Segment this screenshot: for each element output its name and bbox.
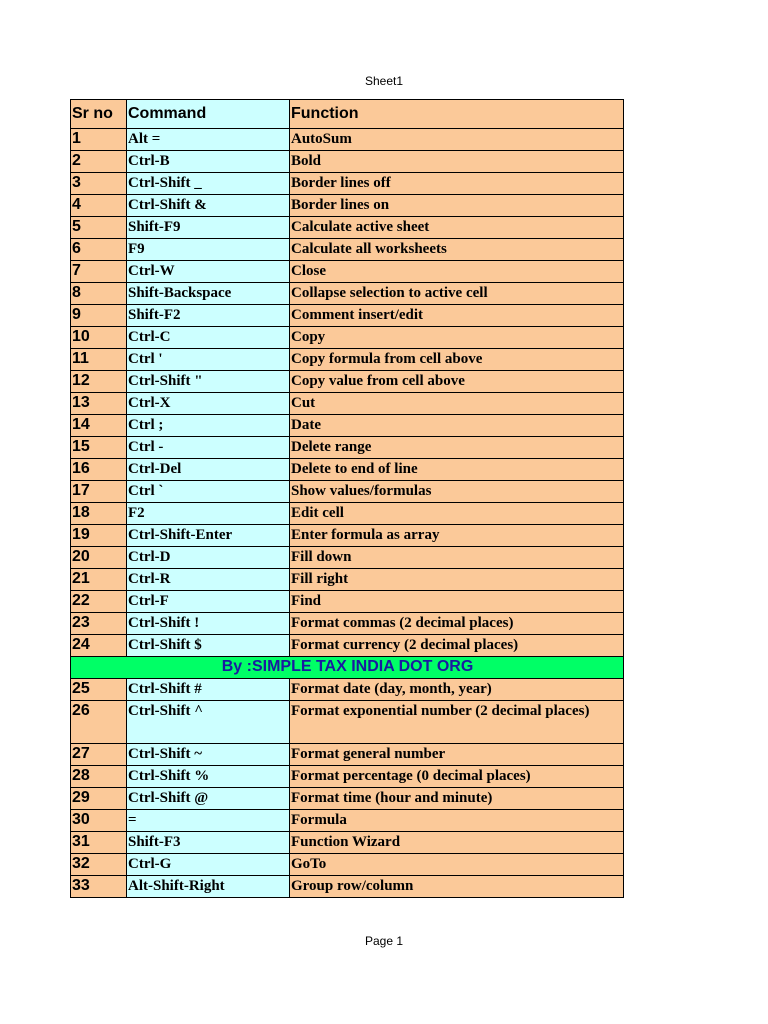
command-cell: F9 <box>127 239 290 261</box>
command-cell: Ctrl-Shift @ <box>127 788 290 810</box>
sr-no-cell: 25 <box>71 679 127 701</box>
sr-no-cell: 27 <box>71 744 127 766</box>
sr-no-cell: 7 <box>71 261 127 283</box>
table-body <box>71 129 624 898</box>
function-cell: Format general number <box>290 744 624 766</box>
command-cell: Ctrl - <box>127 437 290 459</box>
command-cell: Ctrl-X <box>127 393 290 415</box>
sr-no-cell: 26 <box>71 701 127 744</box>
command-cell: Alt = <box>127 129 290 151</box>
sr-no-cell: 6 <box>71 239 127 261</box>
sheet-title: Sheet1 <box>364 74 404 88</box>
table-row <box>71 525 624 547</box>
table-row <box>71 415 624 437</box>
function-cell: Copy value from cell above <box>290 371 624 393</box>
command-cell: Shift-Backspace <box>127 283 290 305</box>
table-row <box>71 744 624 766</box>
command-cell: Ctrl-Shift $ <box>127 635 290 657</box>
function-cell: Border lines off <box>290 173 624 195</box>
function-cell: Format time (hour and minute) <box>290 788 624 810</box>
function-cell: Copy <box>290 327 624 349</box>
command-cell: Ctrl-Shift & <box>127 195 290 217</box>
command-cell: Ctrl-R <box>127 569 290 591</box>
table-row <box>71 810 624 832</box>
sr-no-cell: 28 <box>71 766 127 788</box>
command-cell: Shift-F3 <box>127 832 290 854</box>
table-row <box>71 349 624 371</box>
sr-no-cell: 9 <box>71 305 127 327</box>
table-row <box>71 261 624 283</box>
command-cell: Shift-F2 <box>127 305 290 327</box>
table-row <box>71 283 624 305</box>
table-row <box>71 151 624 173</box>
table-row <box>71 173 624 195</box>
header-command: Command <box>127 100 290 129</box>
table-row <box>71 217 624 239</box>
sr-no-cell: 10 <box>71 327 127 349</box>
table-row <box>71 129 624 151</box>
table-row <box>71 876 624 898</box>
function-cell: Show values/formulas <box>290 481 624 503</box>
command-cell: Ctrl-W <box>127 261 290 283</box>
function-cell: Fill right <box>290 569 624 591</box>
table-row <box>71 195 624 217</box>
table-row <box>71 701 624 744</box>
sr-no-cell: 19 <box>71 525 127 547</box>
sr-no-cell: 33 <box>71 876 127 898</box>
table-row <box>71 832 624 854</box>
function-cell: Collapse selection to active cell <box>290 283 624 305</box>
sr-no-cell: 24 <box>71 635 127 657</box>
table-row <box>71 481 624 503</box>
function-cell: Border lines on <box>290 195 624 217</box>
function-cell: Format currency (2 decimal places) <box>290 635 624 657</box>
function-cell: Close <box>290 261 624 283</box>
table-row <box>71 371 624 393</box>
function-cell: AutoSum <box>290 129 624 151</box>
function-cell: Format exponential number (2 decimal places) <box>290 701 624 744</box>
function-cell: Fill down <box>290 547 624 569</box>
function-cell: Enter formula as array <box>290 525 624 547</box>
command-cell: Alt-Shift-Right <box>127 876 290 898</box>
command-cell: Ctrl-F <box>127 591 290 613</box>
command-cell: Ctrl-Shift % <box>127 766 290 788</box>
table-row <box>71 569 624 591</box>
sr-no-cell: 11 <box>71 349 127 371</box>
command-cell: = <box>127 810 290 832</box>
function-cell: Format date (day, month, year) <box>290 679 624 701</box>
sr-no-cell: 21 <box>71 569 127 591</box>
command-cell: Ctrl-Shift ~ <box>127 744 290 766</box>
table-row <box>71 635 624 657</box>
command-cell: Ctrl-Shift # <box>127 679 290 701</box>
command-cell: Ctrl-Shift _ <box>127 173 290 195</box>
function-cell: Delete range <box>290 437 624 459</box>
sr-no-cell: 1 <box>71 129 127 151</box>
sr-no-cell: 4 <box>71 195 127 217</box>
command-cell: Ctrl-Shift " <box>127 371 290 393</box>
table-row <box>71 327 624 349</box>
function-cell: Calculate all worksheets <box>290 239 624 261</box>
sr-no-cell: 3 <box>71 173 127 195</box>
command-cell: Ctrl ' <box>127 349 290 371</box>
sr-no-cell: 12 <box>71 371 127 393</box>
sr-no-cell: 2 <box>71 151 127 173</box>
function-cell: Cut <box>290 393 624 415</box>
table-row <box>71 788 624 810</box>
table-row <box>71 437 624 459</box>
command-cell: Ctrl-B <box>127 151 290 173</box>
command-cell: Ctrl-C <box>127 327 290 349</box>
sr-no-cell: 20 <box>71 547 127 569</box>
sr-no-cell: 23 <box>71 613 127 635</box>
command-cell: F2 <box>127 503 290 525</box>
table-row <box>71 613 624 635</box>
command-cell: Ctrl ` <box>127 481 290 503</box>
banner-text: By :SIMPLE TAX INDIA DOT ORG <box>71 657 624 679</box>
function-cell: Comment insert/edit <box>290 305 624 327</box>
shortcuts-table <box>70 99 624 898</box>
function-cell: Edit cell <box>290 503 624 525</box>
header-function: Function <box>290 100 624 129</box>
table-row <box>71 591 624 613</box>
function-cell: Calculate active sheet <box>290 217 624 239</box>
table-row <box>71 854 624 876</box>
sr-no-cell: 13 <box>71 393 127 415</box>
sr-no-cell: 18 <box>71 503 127 525</box>
sr-no-cell: 31 <box>71 832 127 854</box>
command-cell: Ctrl ; <box>127 415 290 437</box>
sr-no-cell: 8 <box>71 283 127 305</box>
sr-no-cell: 22 <box>71 591 127 613</box>
table-row <box>71 459 624 481</box>
command-cell: Ctrl-G <box>127 854 290 876</box>
banner-row <box>71 657 624 679</box>
sr-no-cell: 16 <box>71 459 127 481</box>
table-row <box>71 679 624 701</box>
page-number: Page 1 <box>364 934 404 948</box>
function-cell: Delete to end of line <box>290 459 624 481</box>
table-row <box>71 305 624 327</box>
command-cell: Ctrl-D <box>127 547 290 569</box>
table-row <box>71 547 624 569</box>
table-row <box>71 766 624 788</box>
table-header-row <box>71 100 624 129</box>
command-cell: Ctrl-Shift ^ <box>127 701 290 744</box>
function-cell: Format commas (2 decimal places) <box>290 613 624 635</box>
command-cell: Ctrl-Shift-Enter <box>127 525 290 547</box>
function-cell: Bold <box>290 151 624 173</box>
sr-no-cell: 5 <box>71 217 127 239</box>
sr-no-cell: 17 <box>71 481 127 503</box>
table-row <box>71 239 624 261</box>
function-cell: Format percentage (0 decimal places) <box>290 766 624 788</box>
table-row <box>71 503 624 525</box>
sr-no-cell: 14 <box>71 415 127 437</box>
function-cell: Group row/column <box>290 876 624 898</box>
command-cell: Ctrl-Shift ! <box>127 613 290 635</box>
function-cell: Formula <box>290 810 624 832</box>
function-cell: GoTo <box>290 854 624 876</box>
table-row <box>71 393 624 415</box>
function-cell: Find <box>290 591 624 613</box>
command-cell: Shift-F9 <box>127 217 290 239</box>
sr-no-cell: 32 <box>71 854 127 876</box>
header-sr-no: Sr no <box>71 100 127 129</box>
sr-no-cell: 29 <box>71 788 127 810</box>
command-cell: Ctrl-Del <box>127 459 290 481</box>
function-cell: Date <box>290 415 624 437</box>
function-cell: Copy formula from cell above <box>290 349 624 371</box>
function-cell: Function Wizard <box>290 832 624 854</box>
sr-no-cell: 15 <box>71 437 127 459</box>
sr-no-cell: 30 <box>71 810 127 832</box>
